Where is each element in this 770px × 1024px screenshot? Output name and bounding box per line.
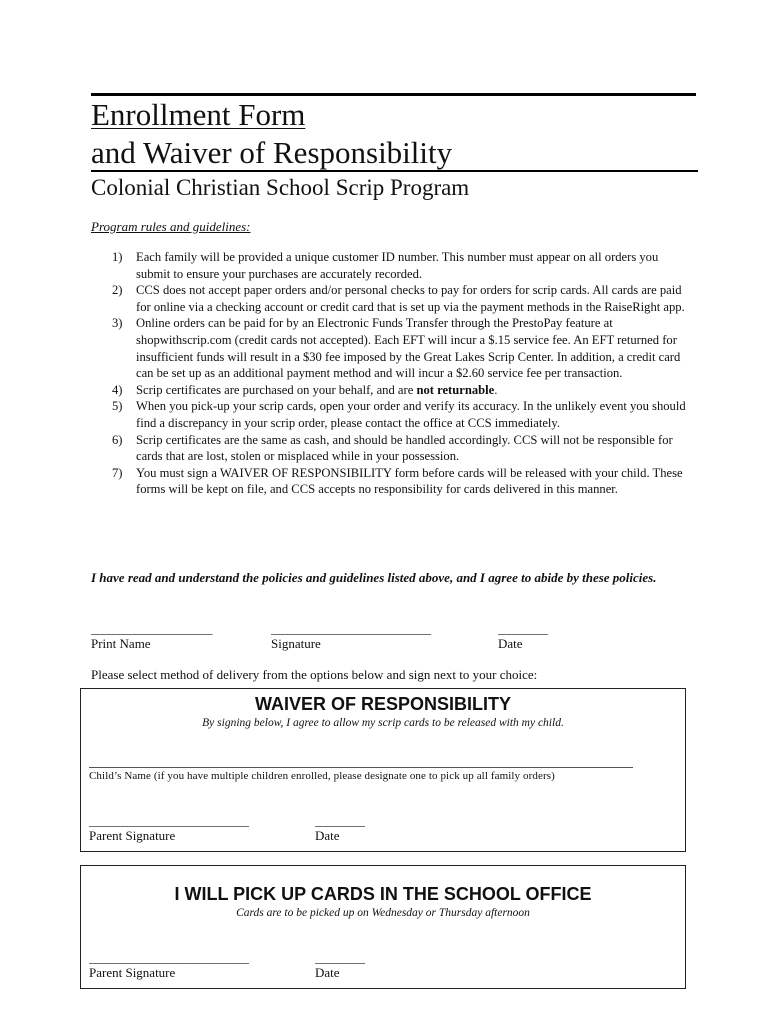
rule-text-end: . (494, 382, 498, 397)
rule-item (91, 315, 691, 381)
title-underline-rule (91, 170, 698, 172)
rule-number: 5) (112, 399, 123, 414)
rule-item (91, 282, 691, 315)
rule-text: When you pick-up your scrip cards, open your order and verify its accuracy. In the unlikely event you should find a discrepancy in your scrip order, please contact the office at CCS immediately. (136, 399, 686, 430)
rule-text: Each family will be provided a unique customer ID number. This number must appear on all orders you submit to ensure your purchases are accurately recorded. (136, 250, 659, 281)
pickup-subtitle: Cards are to be picked up on Wednesday or Thursday afternoon (236, 907, 530, 919)
signature-label: Signature (271, 636, 321, 651)
waiver-subtitle: By signing below, I agree to allow my scrip cards to be released with my child. (202, 717, 564, 729)
print-name-label: Print Name (91, 636, 151, 651)
rule-item (91, 382, 691, 399)
waiver-date-field[interactable]: _________ (315, 814, 365, 828)
rule-text: You must sign a WAIVER OF RESPONSIBILITY form before cards will be released with your child. These forms will be kept on file, and CCS accepts no responsibility for cards delivered in this manner. (136, 465, 683, 497)
rule-number: 7) (112, 465, 123, 480)
rule-item (91, 398, 691, 431)
page-subtitle: Colonial Christian School Scrip Program (91, 175, 470, 200)
delivery-prompt: Please select method of delivery from the options below and sign next to your choice: (91, 667, 538, 682)
date-label: Date (498, 636, 523, 651)
waiver-title: WAIVER OF RESPONSIBILITY (254, 694, 512, 714)
pickup-date-field[interactable]: _________ (315, 951, 365, 965)
parent-signature-label: Parent Signature (89, 828, 176, 843)
waiver-date-label: Date (315, 828, 340, 843)
child-name-label: Child’s Name (if you have multiple children enrolled, please designate one to pick up all family orders) (89, 770, 555, 782)
rule-emphasis: not returnable (416, 382, 495, 397)
pickup-title: I WILL PICK UP CARDS IN THE SCHOOL OFFICE (174, 884, 592, 904)
rule-item (91, 465, 691, 498)
rule-number: 1) (112, 250, 123, 264)
pickup-section (80, 865, 686, 989)
pickup-parent-signature-field[interactable]: _____________________________ (89, 951, 249, 965)
rules-list (91, 249, 691, 498)
page-title-line-1: Enrollment Form (91, 97, 306, 132)
rule-text: Scrip certificates are the same as cash, and should be handled accordingly. CCS will not be responsible for cards that are lost, stolen or misplaced while in your possession. (136, 432, 673, 464)
child-name-field[interactable] (89, 767, 633, 768)
rule-number: 3) (112, 316, 123, 331)
agreement-statement: I have read and understand the policies and guidelines listed above, and I agree to abide by these policies. (91, 570, 657, 585)
rule-number: 2) (112, 283, 123, 298)
rule-number: 6) (112, 432, 123, 447)
rule-text: Scrip certificates are purchased on your behalf, and are (136, 382, 417, 397)
signature-field[interactable]: _____________________________ (271, 622, 431, 636)
print-name-field[interactable]: ______________________ (91, 622, 212, 636)
pickup-date-label: Date (315, 965, 340, 980)
parent-signature-field[interactable]: _____________________________ (89, 814, 249, 828)
rule-item (91, 249, 691, 282)
waiver-section (80, 688, 686, 852)
page-title-line-2: and Waiver of Responsibility (91, 135, 453, 170)
rule-item (91, 432, 691, 465)
rule-text: CCS does not accept paper orders and/or personal checks to pay for orders for scrip cards. All cards are paid for online via a checking account or credit card that is set up via the payment methods in the RaiseRight app. (136, 283, 685, 314)
date-field[interactable]: _________ (498, 622, 548, 636)
rules-heading: Program rules and guidelines: (91, 219, 251, 234)
pickup-parent-signature-label: Parent Signature (89, 965, 176, 980)
rule-text: Online orders can be paid for by an Electronic Funds Transfer through the PrestoPay feature at shopwithscrip.com (credit cards not accepted). Each EFT will incur a $.15 service fee. An EFT returned for insufficient funds will result in a $30 fee imposed by the Great Lakes Scrip Center. In addition, a credit card can be set up as an additional payment method and will incur a $2.60 service fee per transaction. (136, 316, 681, 381)
rule-number: 4) (112, 382, 123, 397)
